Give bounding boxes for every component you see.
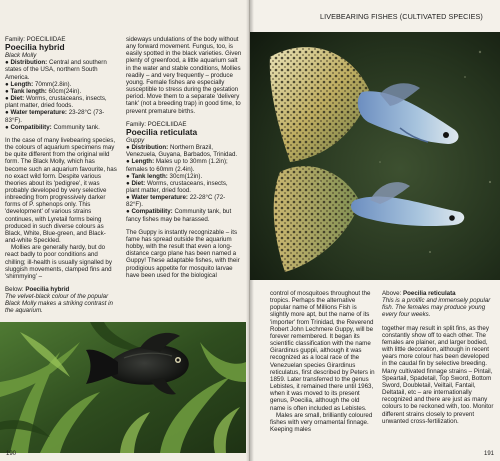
running-head: LIVEBEARING FISHES (CULTIVATED SPECIES)	[320, 12, 483, 21]
guppy-fact: ● Length: Males up to 30mm (1.2in); females to 60mm (2.4in).	[126, 158, 242, 172]
guppy-common-name: Guppy	[126, 136, 145, 144]
molly-caption-heading: Below: Poecilia hybrid	[5, 286, 70, 293]
black-molly-photo	[0, 322, 246, 453]
molly-fact: ● Length: 70mm(2.8in).	[5, 81, 118, 88]
guppy-illustration	[250, 32, 500, 280]
guppy-profile	[126, 36, 242, 279]
guppy-body-paragraph: control of mosquitoes throughout the tropics. Perhaps the alternative popular name of Millions Fish is slightly more apt, but the name of its 'importer' from Trinidad, the Reverend Robert John Lechmere Guppy, will be forever remembered. It began its scientific classification with the name Girardinus guppii, although it was recognized as a local race of the Venezuelan species Girardinus reticulatus, first described by Peters in 1859. Later transferred to the genus Lebistes, it remained there until 1963, when it was moved to its present genus, Poecilia, although the old name is often included as Lebistes.	[270, 290, 375, 412]
page-number-right: 191	[483, 451, 494, 457]
molly-fact: ● Tank length: 60cm(24in).	[5, 88, 118, 95]
molly-profile	[5, 36, 118, 315]
guppy-fact: ● Tank length: 30cm(12in).	[126, 173, 242, 180]
guppy-body-paragraph: together may result in split fins, as they constantly show off to each other. The females are plainer, and larger bodied, with little decoration, although in recent years more colour has been developed in the caudal fin by selective breeding. Many cultivated finnage strains – Pintail, Speartail, Spadetail, Top Sword, Bottom Sword, Doubletail, Veiltail, Fantail, Deltatail, etc – are internationally recognized and there are just as many colours to be reckoned with, too. Monitor different strains closely to prevent unwanted cross-fertilization.	[382, 324, 494, 425]
guppy-photo	[250, 32, 500, 280]
guppy-fact: ● Water temperature: 22-28°C (72-82°F).	[126, 194, 242, 208]
molly-caption-text: The velvet-black colour of the popular Black Molly makes a striking contrast in the aquarium.	[5, 293, 113, 315]
molly-common-name: Black Molly	[5, 52, 37, 60]
molly-family: Family: POECILIIDAE	[5, 36, 66, 43]
molly-species: Poecilia hybrid	[5, 42, 65, 53]
guppy-family: Family: POECILIIDAE	[126, 120, 187, 128]
molly-body-paragraph: Mollies are generally hardy, but do react badly to poor conditions and chilling; ill-health is usually signalled by sluggish movements, clamped fins and 'shimmying' –	[5, 244, 112, 280]
guppy-caption-heading: Above: Poecilia reticulata	[382, 290, 456, 297]
guppy-fact: ● Distribution: Northern Brazil, Venezuela, Guyana, Barbados, Trinidad.	[126, 144, 242, 158]
guppy-species: Poecilia reticulata	[126, 126, 198, 137]
black-molly-illustration	[0, 322, 246, 453]
molly-fact: ● Water temperature: 23-28°C (73-83°F).	[5, 109, 118, 123]
molly-fact: ● Distribution: Central and southern states of the USA, northern South America.	[5, 59, 118, 80]
molly-fact: ● Compatibility: Community tank.	[5, 124, 118, 131]
molly-fact: ● Diet: Worms, crustaceans, insects, plant matter, dried foods.	[5, 95, 118, 109]
guppy-body-paragraph: Males are small, brilliantly coloured fishes with very ornamental finnage. Keeping males	[270, 411, 373, 433]
guppy-fact: ● Diet: Worms, crustaceans, insects, plant matter, dried food.	[126, 180, 242, 194]
page-number-left: 190	[6, 451, 17, 457]
guppy-body-paragraph: The Guppy is instantly recognizable – its fame has spread outside the aquarium hobby, with the result that even a long-distance cargo plane has been named a Guppy! These adaptable fishes, with their prodigious appetite for mosquito larvae have been used for the biological	[126, 228, 240, 279]
guppy-caption-column	[382, 290, 494, 425]
molly-body-continued: sideways undulations of the body without any forward movement. Fungus, too, is easily spotted in the black varieties. Given plenty of greenfood, a little aquarium salt in the water and stable conditions, Mollies readily – and very frequently – produce young. Female fishes are especially susceptible to stress during the gestation period. Move them to a separate 'delivery tank' (not a breeding trap) in good time, to prevent premature births.	[126, 36, 242, 115]
molly-body-paragraph: In the case of many livebearing species, the colours of aquarium specimens may be quite different from the original wild form. The Black Molly, which has become such an aquarium favourite, has no exact wild form. Despite various theories about its 'pedigree', it was probably developed by very selective inbreeding from progressively darker forms of P. sphenops only. This 'development' of various strains continues, with Lyretail forms being produced in such diverse colours as Black, White, Blue-green, and Black-and-white Speckled.	[5, 136, 117, 245]
guppy-caption-text: This is a prolific and immensely popular fish. The females may produce young every four weeks.	[382, 297, 491, 319]
guppy-body-continued	[270, 290, 376, 433]
guppy-fact: ● Compatibility: Community tank, but fancy fishes may be harassed.	[126, 208, 242, 222]
